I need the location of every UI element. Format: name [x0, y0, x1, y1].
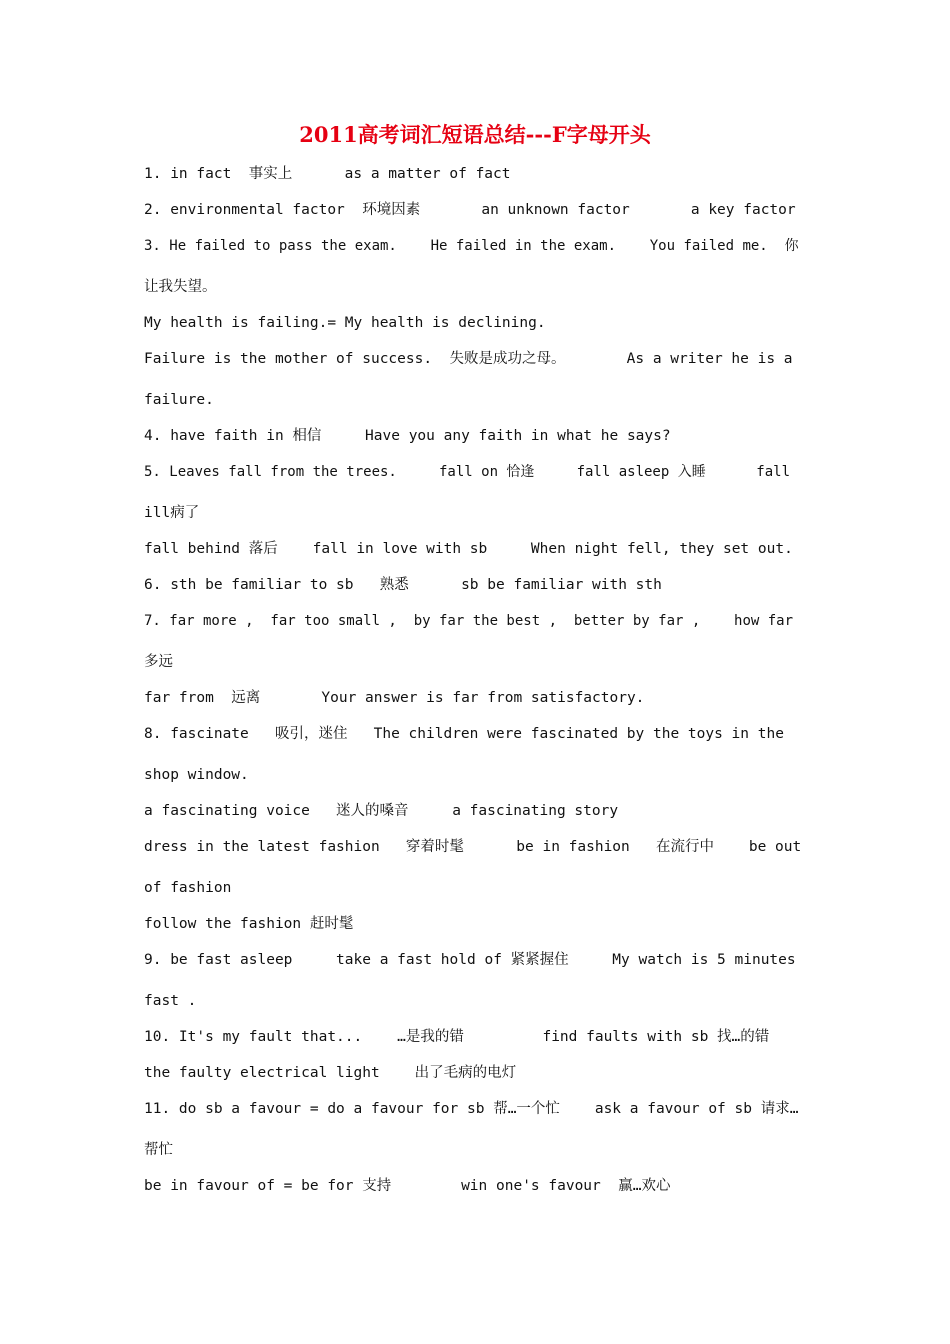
text-line: follow the fashion 赶时髦	[144, 916, 354, 932]
text-line: 10. It's my fault that... …是我的错 find faults with sb 找…的错	[144, 1029, 770, 1045]
text-line: 3. He failed to pass the exam. He failed in the exam. You failed me. 你	[144, 238, 799, 254]
text-line: My health is failing.= My health is declining.	[144, 315, 546, 331]
text-line: 2. environmental factor 环境因素 an unknown factor a key factor	[144, 202, 796, 218]
document-body	[144, 156, 806, 1204]
text-line: 1. in fact 事实上 as a matter of fact	[144, 166, 511, 182]
text-line: a fascinating voice 迷人的嗓音 a fascinating story	[144, 803, 619, 819]
text-line: failure.	[144, 392, 214, 408]
text-line: 4. have faith in 相信 Have you any faith in what he says?	[144, 428, 671, 444]
text-line: 8. fascinate 吸引，迷住 The children were fascinated by the toys in the	[144, 726, 784, 742]
text-line: dress in the latest fashion 穿着时髦 be in fashion 在流行中 be out	[144, 839, 802, 855]
text-line: the faulty electrical light 出了毛病的电灯	[144, 1065, 517, 1081]
page-title: 2011高考词汇短语总结---F字母开头	[299, 122, 651, 147]
text-line: 帮忙	[144, 1142, 173, 1158]
text-line: 多远	[144, 654, 173, 670]
text-line: of fashion	[144, 880, 232, 896]
text-line: 7. far more , far too small , by far the best , better by far , how far	[144, 613, 794, 629]
text-line: 6. sth be familiar to sb 熟悉 sb be familiar with sth	[144, 577, 662, 593]
text-line: fast .	[144, 993, 197, 1009]
text-line: ill病了	[144, 505, 200, 521]
text-line: fall behind 落后 fall in love with sb When night fell, they set out.	[144, 541, 793, 557]
text-line: 让我失望。	[144, 279, 217, 295]
text-line: shop window.	[144, 767, 249, 783]
text-line: 9. be fast asleep take a fast hold of 紧紧握住 My watch is 5 minutes	[144, 952, 796, 968]
text-line: 5. Leaves fall from the trees. fall on 恰逢 fall asleep 入睡 fall	[144, 464, 791, 480]
text-line: Failure is the mother of success. 失败是成功之母。 As a writer he is a	[144, 351, 793, 367]
text-line: 11. do sb a favour = do a favour for sb 帮…一个忙 ask a favour of sb 请求…	[144, 1101, 799, 1117]
text-line: far from 远离 Your answer is far from satisfactory.	[144, 690, 645, 706]
text-line: be in favour of = be for 支持 win one's favour 赢…欢心	[144, 1178, 671, 1194]
